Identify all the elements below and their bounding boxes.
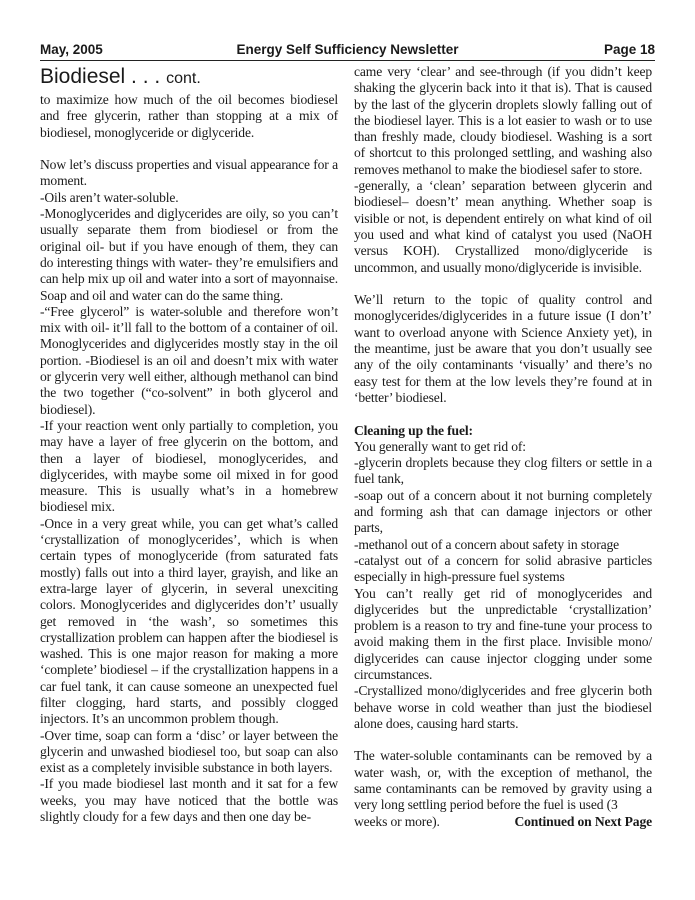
paragraph: -Over time, soap can form a ‘disc’ or layer between the glycerin and unwashed biodiesel too, but soap can also exist as a completely invisible substance in both layers. (40, 727, 338, 776)
paragraph: -catalyst out of a concern for solid abrasive particles especially in high-pressure fuel systems (354, 552, 652, 585)
publication-title: Energy Self Sufficiency Newsletter (236, 42, 459, 57)
newsletter-page (40, 0, 655, 900)
paragraph: -Once in a very great while, you can get what’s called ‘crystallization of monoglycerides’, which is when certain types of monoglyceride (from saturated fats mostly) falls out into a third layer, grayish, and like an extra-large layer of glycerin, in several unexciting colors. Monoglycerides and diglycerides don’t’ usually get removed in ‘the wash’, so sometimes this crystallization problem can happen after the biodiesel is washed. This is one major reason for making a more ‘complete’ biodiesel – if the crystallization happens in a car fuel tank, it can cause someone an unexpected fuel filter clogging, hard starts, and possibly clogged injectors. It’s an uncommon problem though. (40, 515, 338, 727)
right-column (354, 64, 652, 830)
paragraph: You can’t really get rid of monoglycerides and diglycerides but the unpredictable ‘crystallization’ problem is a reason to try and fine-tune your process to avoid making them in the first place. Invisible mono/ diglycerides can cause injector clogging under some circumstances. (354, 585, 652, 682)
issue-date: May, 2005 (40, 42, 103, 57)
page-number: Page 18 (603, 42, 655, 57)
paragraph: -If you made biodiesel last month and it sat for a few weeks, you may have noticed that the bottle was slightly cloudy for a few days and then one day be- (40, 776, 338, 825)
paragraph-spacer (354, 276, 652, 292)
paragraph: Now let’s discuss properties and visual appearance for a moment. (40, 157, 338, 189)
article-title-suffix: cont. (166, 70, 201, 87)
left-column-body (40, 92, 338, 825)
paragraph: We’ll return to the topic of quality control and monoglycerides/diglycerides in a future issue (I don’t’ want to overload anyone with Science Anxiety yet), in the meantime, just be aware that you don’t usually see any of the oily contaminants ‘visually’ and there’s no easy test for them at the low levels they’re found at in ‘better’ biodiesel. (354, 292, 652, 405)
article-title-text: Biodiesel . . . (40, 65, 161, 88)
paragraph-spacer (354, 406, 652, 422)
paragraph-spacer (354, 732, 652, 748)
paragraph: -Monoglycerides and diglycerides are oily, so you can’t usually separate them from biodiesel or from the original oil- but if you have enough of them, they can do interesting things with water- they’re emulsifiers and can help mix up oil and water into a sort of mayonnaise. Soap and oil and water can do the same thing. (40, 206, 338, 303)
cleaning-section-body (354, 439, 652, 814)
paragraph: -Crystallized mono/diglycerides and free glycerin both behave worse in cold weather than just the biodiesel alone does, causing hard starts. (354, 683, 652, 731)
paragraph: -If your reaction went only partially to completion, you may have a layer of free glycerin on the bottom, and then a layer of biodiesel, monoglycerides, and diglycerides, with maybe some oil mixed in for good measure. This is usually what’s in a homebrew biodiesel mix. (40, 417, 338, 515)
continued-on-next-page[interactable]: Continued on Next Page (514, 813, 652, 829)
section-heading-cleaning: Cleaning up the fuel: (354, 422, 473, 438)
paragraph: to maximize how much of the oil becomes biodiesel and free glycerin, rather than stopping at a mix of biodiesel, monoglyceride or diglyceride. (40, 92, 338, 140)
article-title (40, 64, 338, 92)
paragraph: -“Free glycerol” is water-soluble and therefore won’t mix with oil- it’ll fall to the bottom of a container of oil. Monoglycerides and diglycerides mostly stay in the oil portion. -Biodiesel is an oil and doesn’t mix with water or glycerin very well either, although methanol can bind the two together (“co-solvent” in both glycerol and biodiesel). (40, 303, 338, 417)
left-column (40, 64, 338, 825)
paragraph: -Oils aren’t water-soluble. (40, 189, 179, 205)
paragraph: -generally, a ‘clean’ separation between glycerin and biodiesel– doesn’t’ mean anything. Whether soap is visible or not, is dependent entirely on what kind of oil you used and what kind of catalyst you used (NaOH versus KOH). Crystallized mono/diglyceride is uncommon, and usually mono/diglyceride is invisible. (354, 178, 652, 275)
final-line (354, 814, 652, 830)
paragraph: came very ‘clear’ and see-through (if you didn’t keep shaking the glycerin back into it that is). That is caused by the last of the glycerin droplets slowly falling out of the biodiesel layer. This is a lot easier to wash or to use than freshly made, cloudy biodiesel. Washing is a sort of shortcut to this prolonged settling, and washing also removes methanol to make the biodiesel safer to store. (354, 64, 652, 177)
right-column-body (354, 64, 652, 423)
paragraph: -glycerin droplets because they clog filters or settle in a fuel tank, (354, 455, 652, 487)
paragraph: You generally want to get rid of: (354, 438, 526, 454)
paragraph: -soap out of a concern about it not burning completely and forming ash that can damage injectors or other parts, (354, 487, 652, 536)
paragraph: -methanol out of a concern about safety in storage (354, 536, 620, 552)
paragraph-spacer (40, 141, 338, 157)
final-line-text: weeks or more). (354, 813, 440, 829)
paragraph: The water-soluble contaminants can be removed by a water wash, or, with the exception of methanol, the same contaminants can be removed by gravity using a very long settling period before the fuel is used (3 (354, 748, 652, 813)
page-header (40, 42, 655, 61)
